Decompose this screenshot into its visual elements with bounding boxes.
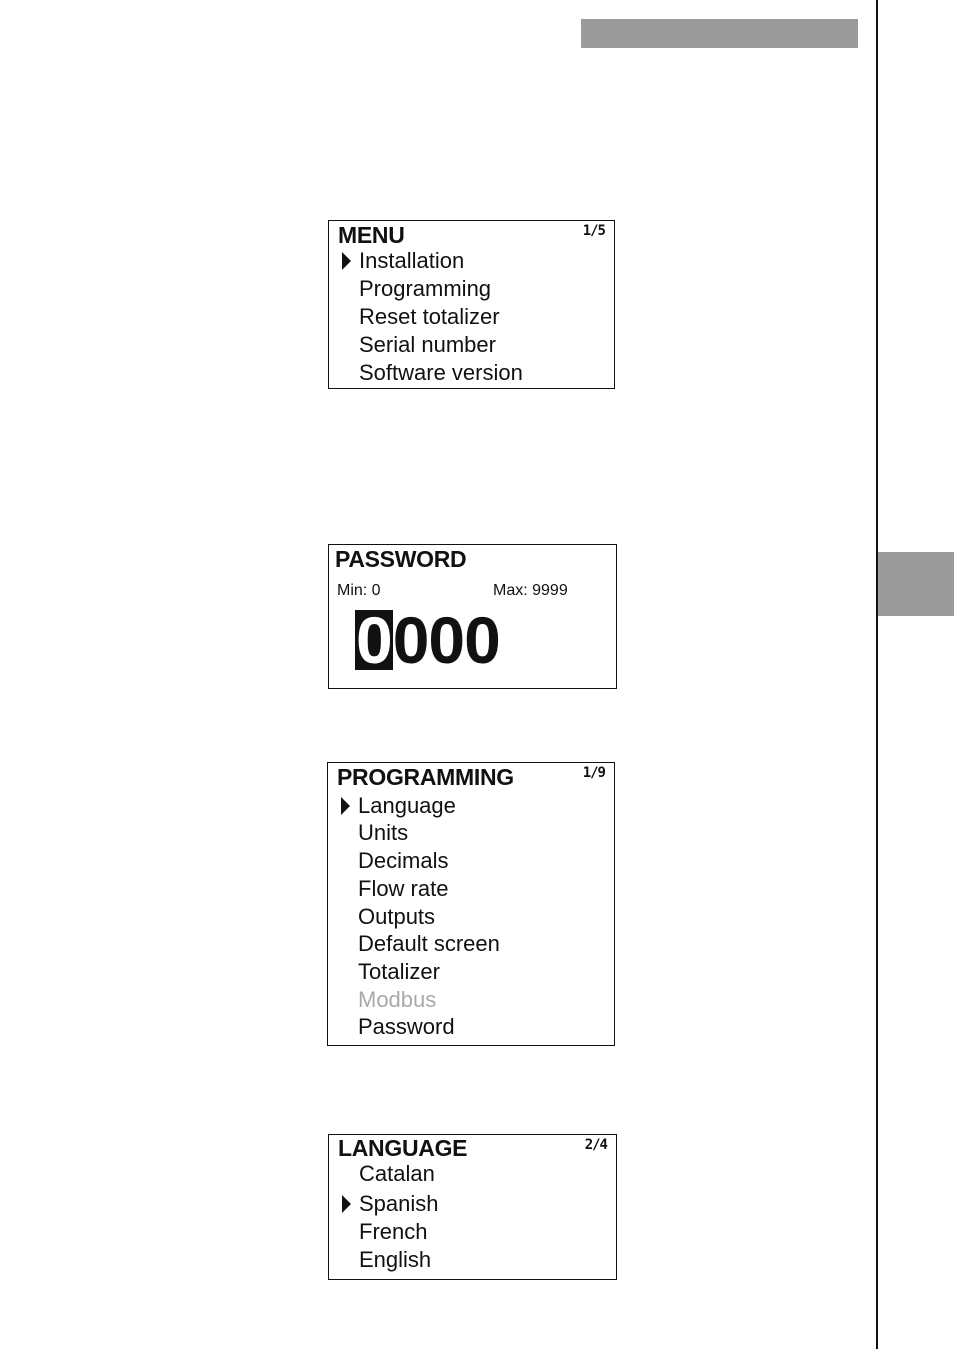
menu-screen bbox=[328, 220, 615, 389]
language-item[interactable]: Spanish bbox=[359, 1191, 439, 1216]
header-bar bbox=[581, 19, 858, 48]
programming-item[interactable]: Units bbox=[358, 820, 409, 845]
programming-screen bbox=[327, 762, 615, 1046]
menu-item[interactable]: Reset totalizer bbox=[359, 304, 500, 329]
programming-item[interactable]: Language bbox=[358, 793, 456, 818]
menu-item[interactable]: Installation bbox=[359, 248, 465, 273]
selection-cursor-icon bbox=[342, 1195, 351, 1213]
password-active-digit[interactable]: 0 bbox=[356, 603, 392, 677]
programming-item-disabled: Modbus bbox=[358, 987, 437, 1012]
password-value[interactable] bbox=[355, 603, 500, 677]
programming-item[interactable]: Totalizer bbox=[358, 959, 440, 984]
language-item[interactable]: French bbox=[359, 1219, 428, 1244]
programming-item[interactable]: Decimals bbox=[358, 848, 449, 873]
menu-item[interactable]: Serial number bbox=[359, 332, 496, 357]
programming-item[interactable]: Default screen bbox=[358, 931, 500, 956]
password-max: Max: 9999 bbox=[493, 582, 568, 599]
programming-item[interactable]: Password bbox=[358, 1014, 455, 1039]
password-screen bbox=[328, 544, 617, 689]
selection-cursor-icon bbox=[342, 252, 351, 270]
selection-cursor-icon bbox=[341, 797, 350, 815]
side-rule bbox=[876, 0, 878, 1349]
menu-title: MENU bbox=[338, 222, 405, 248]
language-page-indicator: 2/4 bbox=[584, 1137, 607, 1153]
password-other-digits: 000 bbox=[392, 603, 500, 677]
language-screen bbox=[328, 1134, 617, 1280]
language-item[interactable]: Catalan bbox=[359, 1161, 435, 1186]
language-item[interactable]: English bbox=[359, 1247, 432, 1272]
password-min: Min: 0 bbox=[337, 582, 381, 599]
menu-item[interactable]: Software version bbox=[359, 360, 523, 385]
programming-item[interactable]: Outputs bbox=[358, 904, 436, 929]
password-title: PASSWORD bbox=[335, 546, 467, 572]
section-tab bbox=[878, 552, 954, 616]
language-title: LANGUAGE bbox=[338, 1135, 468, 1161]
menu-item[interactable]: Programming bbox=[359, 276, 492, 301]
programming-title: PROGRAMMING bbox=[337, 764, 514, 790]
programming-item[interactable]: Flow rate bbox=[358, 876, 449, 901]
programming-page-indicator: 1/9 bbox=[582, 765, 605, 781]
menu-page-indicator: 1/5 bbox=[582, 223, 605, 239]
